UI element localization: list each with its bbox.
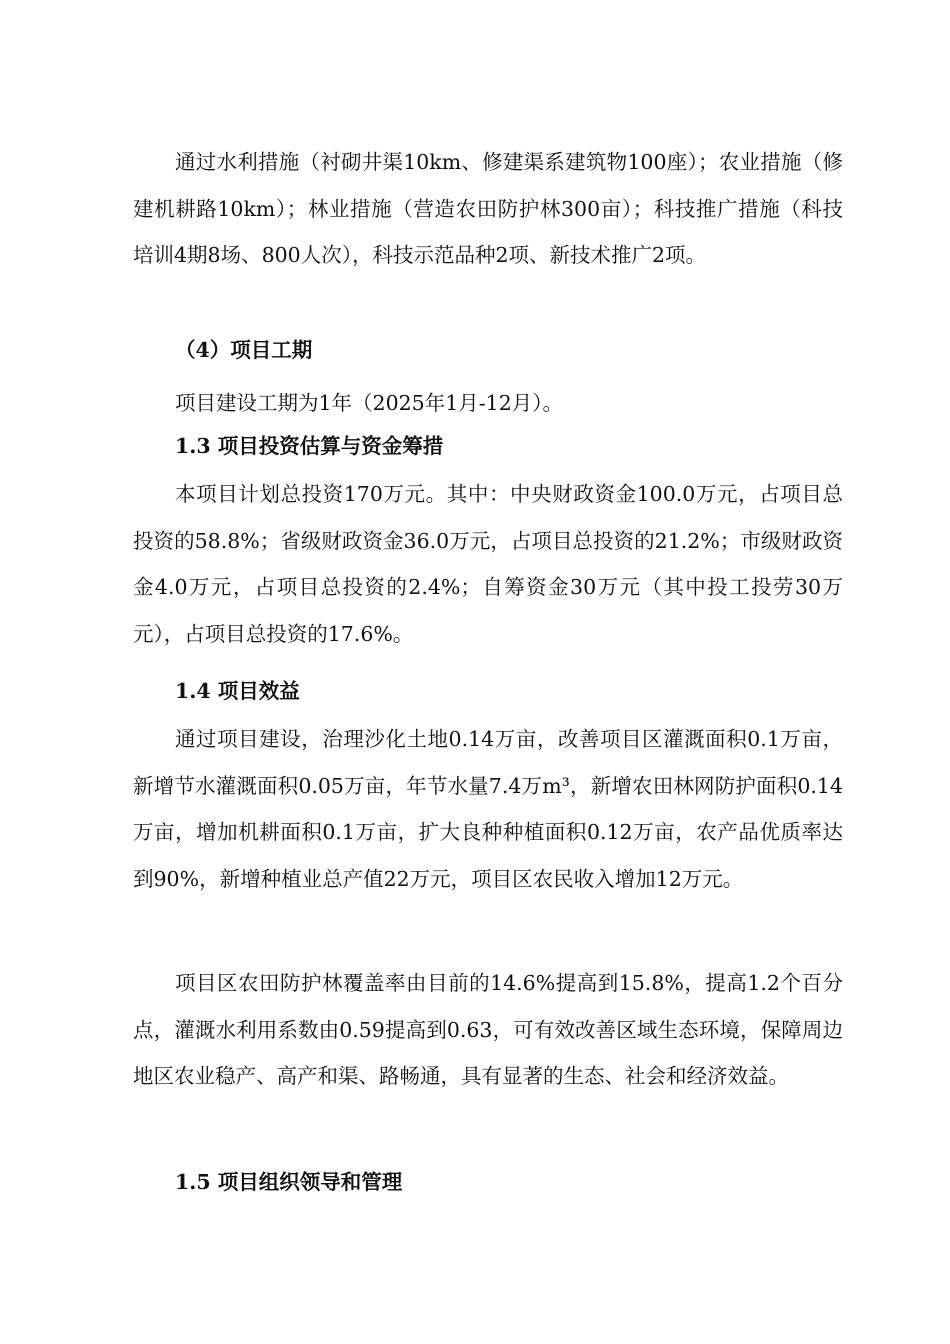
section-heading-management: 1.5 项目组织领导和管理 — [175, 1170, 403, 1194]
section-heading-benefit: 1.4 项目效益 — [175, 679, 300, 703]
benefit-paragraph-2: 项目区农田防护林覆盖率由目前的14.6%提高到15.8%，提高1.2个百分点，灌溉水利用系数由0.59提高到0.63，可有效改善区域生态环境，保障周边地区农业稳产、高产和渠、路畅通，具有显著的生态、社会和经济效益。 — [133, 971, 843, 1088]
measures-paragraph: 通过水利措施（衬砌井渠10km、修建渠系建筑物100座）；农业措施（修建机耕路10km）；林业措施（营造农田防护林300亩）；科技推广措施（科技培训4期8场、800人次），科技示范品种2项、新技术推广2项。 — [133, 150, 843, 267]
benefit-paragraph-1: 通过项目建设，治理沙化土地0.14万亩，改善项目区灌溉面积0.1万亩，新增节水灌溉面积0.05万亩，年节水量7.4万m³，新增农田林网防护面积0.14万亩，增加机耕面积0.1万亩，扩大良种种植面积0.12万亩，农产品优质率达到90%，新增种植业总产值22万元，项目区农民收入增加12万元。 — [133, 727, 843, 891]
section-heading-period: （4）项目工期 — [175, 338, 313, 362]
investment-paragraph: 本项目计划总投资170万元。其中：中央财政资金100.0万元，占项目总投资的58.8%；省级财政资金36.0万元，占项目总投资的21.2%；市级财政资金4.0万元，占项目总投资的2.4%；自筹资金30万元（其中投工投劳30万元），占项目总投资的17.6%。 — [133, 482, 843, 646]
section-heading-investment: 1.3 项目投资估算与资金筹措 — [175, 434, 444, 458]
period-paragraph: 项目建设工期为1年（2025年1月-12月）。 — [175, 391, 564, 415]
